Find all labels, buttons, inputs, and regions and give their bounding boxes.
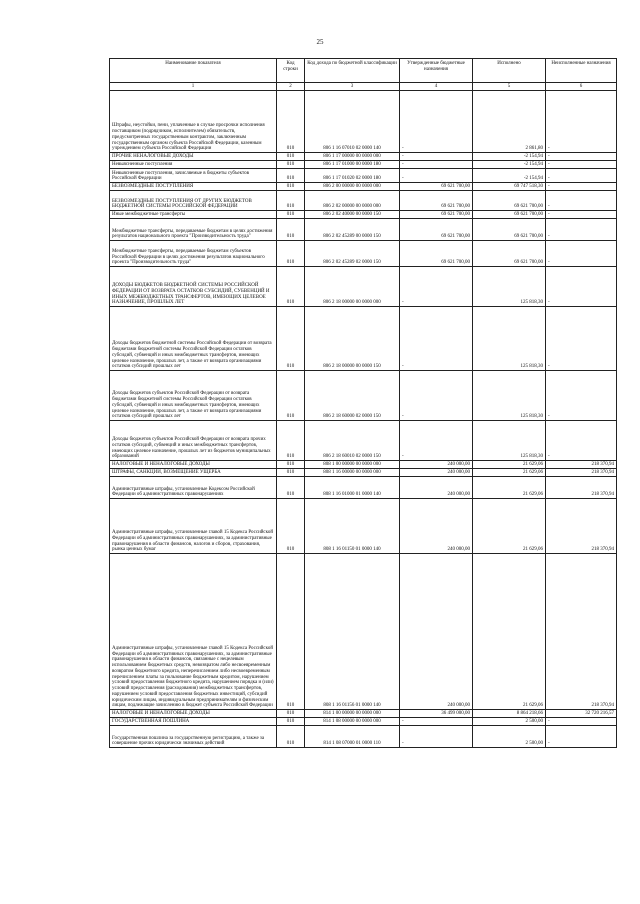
row-income-code: 806 1 17 00000 00 0000 000 [305,153,400,161]
row-executed: 21 629,06 [473,499,546,554]
row-income-code: 806 2 00 00000 00 0000 000 [305,183,400,191]
row-approved: - [400,91,473,153]
row-executed: 125 818,30 [473,307,546,371]
row-unexecuted: - [546,183,617,191]
row-unexecuted: - [546,153,617,161]
row-approved: - [400,307,473,371]
row-line-code: 010 [277,499,305,554]
row-executed: 2 861,80 [473,91,546,153]
row-approved: 240 000,00 [400,554,473,710]
row-unexecuted: 218 370,94 [546,477,617,499]
table-row [110,191,617,211]
row-executed: 69 621 700,00 [473,211,546,219]
row-name: Доходы бюджетов бюджетной системы Российской Федерации от возврата бюджетами бюджетной системы Российской Федерации остатков субсидий, субвенций и иных межбюджетных трансфертов, имеющих целевое назначение, прошлых лет, а также от возврата организациями остатков субсидий прошлых лет [110,307,277,371]
row-name: Государственная пошлина за государственную регистрацию, а также за совершение прочих юридически значимых действий [110,726,277,748]
row-name: Административные штрафы, установленные главой 15 Кодекса Российской Федерации об административных правонарушениях, за административные правонарушения в области финансов, налогов и сборов, страхования, рынка ценных бумаг [110,499,277,554]
row-executed: 125 818,30 [473,421,546,461]
row-line-code: 010 [277,91,305,153]
row-name: БЕЗВОЗМЕЗДНЫЕ ПОСТУПЛЕНИЯ ОТ ДРУГИХ БЮДЖЕТОВ БЮДЖЕТНОЙ СИСТЕМЫ РОССИЙСКОЙ ФЕДЕРАЦИИ [110,191,277,211]
row-name: НАЛОГОВЫЕ И НЕНАЛОГОВЫЕ ДОХОДЫ [110,461,277,469]
table-row [110,421,617,461]
table-row [110,153,617,161]
row-approved: 240 000,00 [400,477,473,499]
row-approved: - [400,161,473,169]
table-row [110,726,617,748]
row-name: Межбюджетные трансферты, передаваемые бюджетам в целях достижения результатов национального проекта "Производительность труда" [110,219,277,241]
row-line-code: 010 [277,710,305,718]
row-executed: 69 621 700,00 [473,191,546,211]
row-unexecuted: - [546,241,617,267]
row-unexecuted: - [546,307,617,371]
column-index: 1 [110,83,277,91]
row-income-code: 814 1 00 00000 00 0000 000 [305,710,400,718]
row-unexecuted: - [546,726,617,748]
row-line-code: 010 [277,153,305,161]
table-row [110,477,617,499]
table-row [110,554,617,710]
row-income-code: 814 1 08 00000 00 0000 000 [305,718,400,726]
page-number: 25 [316,38,324,46]
header-line-code: Код строки [277,59,305,83]
row-unexecuted: 218 370,94 [546,499,617,554]
row-name: ПРОЧИЕ НЕНАЛОГОВЫЕ ДОХОДЫ [110,153,277,161]
row-name: Доходы бюджетов субъектов Российской Федерации от возврата бюджетами бюджетной системы Российской Федерации остатков субсидий, субвенций и иных межбюджетных трансфертов, имеющих целевое назначение, прошлых лет, а также от возврата организациями остатков субсидий прошлых лет [110,371,277,421]
row-line-code: 010 [277,477,305,499]
row-income-code: 808 1 00 00000 00 0000 000 [305,461,400,469]
row-unexecuted: - [546,91,617,153]
row-approved: - [400,153,473,161]
row-line-code: 010 [277,161,305,169]
row-executed: -2 154,94 [473,169,546,183]
row-line-code: 010 [277,191,305,211]
column-index: 4 [400,83,473,91]
table-row [110,461,617,469]
row-approved: 69 621 700,00 [400,219,473,241]
row-income-code: 808 1 16 00000 00 0000 000 [305,469,400,477]
row-name: ШТРАФЫ, САНКЦИИ, ВОЗМЕЩЕНИЕ УЩЕРБА [110,469,277,477]
table-row [110,307,617,371]
table-row [110,211,617,219]
column-index: 5 [473,83,546,91]
row-unexecuted: 218 370,94 [546,469,617,477]
row-unexecuted: - [546,219,617,241]
row-executed: 69 621 700,00 [473,219,546,241]
row-income-code: 806 1 17 01000 00 0000 180 [305,161,400,169]
row-income-code: 808 1 16 01156 01 0000 140 [305,554,400,710]
row-approved: - [400,267,473,307]
row-income-code: 806 2 02 45289 00 0000 150 [305,219,400,241]
row-approved: 69 621 700,00 [400,183,473,191]
table-row [110,710,617,718]
row-unexecuted: - [546,421,617,461]
row-executed: 125 818,30 [473,267,546,307]
row-income-code: 806 2 18 60010 02 0000 150 [305,421,400,461]
row-unexecuted: - [546,161,617,169]
row-executed: 125 818,30 [473,371,546,421]
row-line-code: 010 [277,241,305,267]
budget-report-table [109,58,617,748]
row-income-code: 806 2 18 60000 02 0000 150 [305,371,400,421]
row-unexecuted: - [546,371,617,421]
table-row [110,91,617,153]
row-approved: 69 621 700,00 [400,191,473,211]
row-income-code: 806 2 18 00000 00 0000 150 [305,307,400,371]
row-income-code: 814 1 08 07000 01 0000 110 [305,726,400,748]
row-line-code: 010 [277,307,305,371]
row-executed: 69 621 700,00 [473,241,546,267]
row-income-code: 806 1 16 07010 02 0000 140 [305,91,400,153]
header-row [110,59,617,83]
row-income-code: 806 2 02 00000 00 0000 000 [305,191,400,211]
row-executed: 2 500,00 [473,718,546,726]
row-line-code: 010 [277,267,305,307]
row-approved: 240 000,00 [400,469,473,477]
row-approved: - [400,169,473,183]
row-executed: 21 629,06 [473,469,546,477]
row-approved: - [400,726,473,748]
row-income-code: 806 2 18 00000 00 0000 000 [305,267,400,307]
table-row [110,169,617,183]
row-line-code: 010 [277,718,305,726]
row-unexecuted: 218 370,94 [546,554,617,710]
row-executed: 69 747 518,30 [473,183,546,191]
table-row [110,219,617,241]
row-unexecuted: - [546,718,617,726]
row-approved: 240 000,00 [400,461,473,469]
table-row [110,469,617,477]
row-line-code: 010 [277,183,305,191]
row-approved: 69 621 700,00 [400,241,473,267]
row-approved: - [400,421,473,461]
row-name: Иные межбюджетные трансферты [110,211,277,219]
row-unexecuted: - [546,169,617,183]
row-line-code: 010 [277,461,305,469]
row-approved: - [400,371,473,421]
row-executed: 21 629,06 [473,554,546,710]
row-name: БЕЗВОЗМЕЗДНЫЕ ПОСТУПЛЕНИЯ [110,183,277,191]
column-index: 6 [546,83,617,91]
row-income-code: 808 1 16 01000 01 0000 140 [305,477,400,499]
header-income-code: Код дохода по бюджетной классификации [305,59,400,83]
row-name: Межбюджетные трансферты, передаваемые бюджетам субъектов Российской Федерации в целях достижения результатов национального проекта "Производительность труда" [110,241,277,267]
header-name: Наименование показателя [110,59,277,83]
row-approved: - [400,718,473,726]
row-line-code: 010 [277,469,305,477]
header-executed: Исполнено [473,59,546,83]
row-approved: 240 000,00 [400,499,473,554]
row-income-code: 808 1 16 01150 01 0000 140 [305,499,400,554]
row-executed: -2 154,94 [473,161,546,169]
row-line-code: 010 [277,169,305,183]
row-income-code: 806 2 02 45289 02 0000 150 [305,241,400,267]
row-name: НАЛОГОВЫЕ И НЕНАЛОГОВЫЕ ДОХОДЫ [110,710,277,718]
table-row [110,499,617,554]
row-executed: 21 629,06 [473,461,546,469]
row-name: Невыясненные поступления, зачисляемые в бюджеты субъектов Российской Федерации [110,169,277,183]
row-unexecuted: 218 370,94 [546,461,617,469]
table-row [110,718,617,726]
row-name: Доходы бюджетов субъектов Российской Федерации от возврата прочих остатков субсидий, субвенций и иных межбюджетных трансфертов, имеющих целевое назначение, прошлых лет из бюджетов муниципальных образований [110,421,277,461]
header-unexecuted: Неисполненные назначения [546,59,617,83]
row-approved: 36 499 000,00 [400,710,473,718]
row-name: Административные штрафы, установленные главой 15 Кодекса Российской Федерации об административных правонарушениях, за административные правонарушения в области финансов, связанные с нецелевым использованием бюджетных средств, невозвратом либо несвоевременным возвратом бюджетного кредита, неперечислением либо несвоевременным перечислением платы за пользование бюджетным кредитом, нарушением условий предоставления бюджетного кредита, нарушением порядка и (или) условий предоставления (расходования) межбюджетных трансфертов, нарушением условий предоставления бюджетных инвестиций, субсидий юридическим лицам, индивидуальным предпринимателям и физическим лицам, подлежащие зачислению в бюджет субъекта Российской Федерации [110,554,277,710]
row-unexecuted: - [546,211,617,219]
table-row [110,241,617,267]
row-name: Невыясненные поступления [110,161,277,169]
table-row [110,183,617,191]
row-name: ДОХОДЫ БЮДЖЕТОВ БЮДЖЕТНОЙ СИСТЕМЫ РОССИЙСКОЙ ФЕДЕРАЦИИ ОТ ВОЗВРАТА ОСТАТКОВ СУБСИДИЙ, СУБВЕНЦИЙ И ИНЫХ МЕЖБЮДЖЕТНЫХ ТРАНСФЕРТОВ, ИМЕЮЩИХ ЦЕЛЕВОЕ НАЗНАЧЕНИЕ, ПРОШЛЫХ ЛЕТ [110,267,277,307]
row-unexecuted: - [546,267,617,307]
row-executed: 2 500,00 [473,726,546,748]
row-income-code: 806 2 02 40000 00 0000 150 [305,211,400,219]
table-body [110,91,617,748]
row-name: ГОСУДАРСТВЕННАЯ ПОШЛИНА [110,718,277,726]
column-index-row [110,83,617,91]
table-row [110,161,617,169]
table-row [110,267,617,307]
row-line-code: 010 [277,371,305,421]
row-name: Штрафы, неустойки, пени, уплаченные в случае просрочки исполнения поставщиком (подрядчиком, исполнителем) обязательств, предусмотренных государственным контрактом, заключенным государственным органом субъекта Российской Федерации, казенным учреждением субъекта Российской Федерации [110,91,277,153]
row-line-code: 010 [277,726,305,748]
row-line-code: 010 [277,554,305,710]
row-unexecuted: 32 720 216,57 [546,710,617,718]
row-executed: 21 629,06 [473,477,546,499]
header-approved: Утвержденные бюджетные назначения [400,59,473,83]
column-index: 2 [277,83,305,91]
row-line-code: 010 [277,211,305,219]
row-income-code: 806 1 17 01020 02 0000 180 [305,169,400,183]
row-line-code: 010 [277,219,305,241]
row-executed: -2 154,94 [473,153,546,161]
row-line-code: 010 [277,421,305,461]
row-executed: 8 864 218,66 [473,710,546,718]
row-unexecuted: - [546,191,617,211]
row-approved: 69 621 700,00 [400,211,473,219]
row-name: Административные штрафы, установленные Кодексом Российской Федерации об административных правонарушениях [110,477,277,499]
column-index: 3 [305,83,400,91]
table-row [110,371,617,421]
